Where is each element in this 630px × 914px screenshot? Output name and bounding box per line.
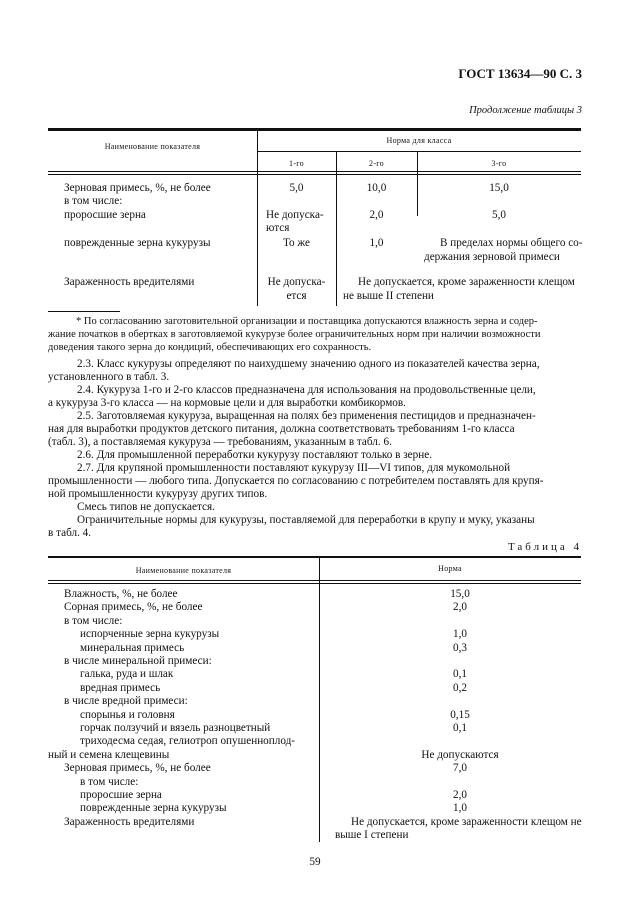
footnote-rule bbox=[48, 311, 120, 312]
table-cell: 10,0 bbox=[366, 182, 387, 194]
table-top-rule bbox=[48, 556, 581, 558]
header-divider bbox=[257, 151, 581, 152]
table-cell-norm: 0,3 bbox=[453, 641, 467, 654]
table-row-label: проросшие зерна bbox=[80, 789, 162, 801]
header-rule bbox=[48, 580, 581, 581]
paragraph-line: а кукуруза 3-го класса — на кормовые цели и для выработки комбикормов. bbox=[48, 397, 406, 409]
paragraph-line: в табл. 4. bbox=[48, 527, 92, 539]
table-cell: Не допуска- bbox=[267, 276, 326, 288]
table-row-label: в числе минеральной примеси: bbox=[64, 655, 212, 667]
table-row-label: триходесма седая, гелиотроп опушенноплод- bbox=[80, 735, 296, 748]
table-row-label: в том числе: bbox=[64, 195, 123, 207]
table-cell: 5,0 bbox=[289, 182, 304, 194]
table-row-label: горчак ползучий и вязель разноцветный bbox=[80, 722, 271, 734]
paragraph-line: Смесь типов не допускается. bbox=[77, 501, 215, 513]
column-header-norm: Норма bbox=[438, 564, 462, 573]
header-rule bbox=[48, 174, 581, 175]
table-cell-norm: 2,0 bbox=[453, 789, 467, 801]
column-header-name: Наименование показателя bbox=[104, 142, 201, 151]
table-cell-norm: 7,0 bbox=[453, 762, 467, 775]
paragraph-line: (табл. 3), а поставляемая кукуруза — требованиям, указанным в табл. 6. bbox=[48, 436, 392, 448]
table-cell: 1,0 bbox=[369, 237, 384, 249]
table-cell-norm: 1,0 bbox=[453, 802, 467, 815]
table-row-label: испорченные зерна кукурузы bbox=[80, 628, 220, 641]
table-row-label: Зерновая примесь, %, не более bbox=[64, 762, 211, 775]
table-cell-norm: Не допускаются bbox=[421, 748, 499, 761]
paragraph-line: ная для выработки продуктов детского питания, должна соответствовать требованиям 1-го класса bbox=[48, 423, 515, 435]
table-4-caption: Таблица 4 bbox=[507, 541, 582, 553]
table-cell: В пределах нормы общего со- bbox=[440, 237, 583, 249]
paragraph-line: 2.4. Кукуруза 1-го и 2-го классов предназначена для использования на продовольственные цели, bbox=[77, 384, 536, 396]
table-row-label: вредная примесь bbox=[80, 681, 161, 694]
paragraph-line: установленного в табл. 3. bbox=[48, 371, 170, 383]
table-cell-norm: 1,0 bbox=[453, 628, 467, 641]
table-row-label: Зерновая примесь, %, не более bbox=[64, 182, 211, 194]
paragraph-line: Ограничительные нормы для кукурузы, поставляемой для переработки в крупу и муку, указаны bbox=[77, 514, 535, 526]
paragraph-line: промышленности — любого типа. Допускается по согласованию с потребителем поставлять для крупя- bbox=[48, 475, 544, 487]
table-cell-norm: 15,0 bbox=[450, 588, 470, 600]
table-row-label: в том числе: bbox=[64, 614, 123, 627]
table-continuation-label: Продолжение таблицы 3 bbox=[469, 105, 582, 116]
table-cell-norm: Не допускается, кроме зараженности клещом не bbox=[351, 815, 582, 828]
footnote-line: * По согласованию заготовительной организации и поставщика допускаются влажность зерна и содер- bbox=[76, 316, 538, 327]
paragraph-line: ной промышленности кукурузу других типов. bbox=[48, 488, 268, 500]
header-rule bbox=[48, 171, 581, 172]
paragraph-line: 2.7. Для крупяной промышленности поставляют кукурузу III—VI типов, для мукомольной bbox=[77, 462, 511, 474]
table-cell: ются bbox=[266, 222, 290, 234]
table-cell: 5,0 bbox=[492, 209, 506, 221]
document-reference: ГОСТ 13634—90 С. 3 bbox=[458, 66, 582, 81]
paragraph-line: 2.6. Для промышленной переработки кукурузу поставляют только в зерне. bbox=[77, 449, 432, 461]
footnote-line: доведения такого зерна до кондиций, обеспечивающих его сохранность. bbox=[48, 342, 372, 353]
table-cell: держания зерновой примеси bbox=[424, 251, 560, 263]
table-row-label: Зараженность вредителями bbox=[64, 815, 195, 828]
page-number: 59 bbox=[309, 856, 321, 868]
table-cell: Не допускается, кроме зараженности клещом bbox=[358, 276, 575, 288]
table-row-label: ный и семена клещевины bbox=[48, 748, 170, 761]
table-row-label: Влажность, %, не более bbox=[64, 588, 178, 600]
table-row-label: Зараженность вредителями bbox=[64, 276, 195, 288]
footnote-line: жание початков в обертках в заготовляемой кукурузе более ограничительных норм при наличии возможности bbox=[48, 329, 541, 340]
table-cell: Не допуска- bbox=[266, 209, 324, 221]
column-header-class-3: 3-го bbox=[491, 159, 507, 168]
table-row-label: спорынья и головня bbox=[80, 708, 175, 721]
column-divider bbox=[319, 558, 320, 842]
table-row-label: минеральная примесь bbox=[80, 641, 185, 654]
table-cell: То же bbox=[283, 237, 310, 249]
table-cell: 15,0 bbox=[489, 182, 509, 194]
table-cell-norm: 0,1 bbox=[453, 722, 467, 734]
table-row-label: в числе вредной примеси: bbox=[64, 695, 188, 708]
column-header-class-2: 2-го bbox=[369, 159, 384, 168]
column-header-norm-group: Норма для класса bbox=[386, 136, 452, 145]
table-cell-norm: 0,15 bbox=[450, 708, 470, 721]
table-row-label: проросшие зерна bbox=[64, 209, 146, 221]
table-top-rule bbox=[48, 128, 581, 131]
table-cell-norm: 0,2 bbox=[453, 681, 467, 694]
table-cell-norm: 0,1 bbox=[453, 668, 467, 681]
table-cell-norm: 2,0 bbox=[453, 601, 467, 614]
paragraph-line: 2.5. Заготовляемая кукуруза, выращенная на полях без применения пестицидов и предназначен- bbox=[77, 410, 536, 422]
table-row-label: поврежденные зерна кукурузы bbox=[64, 237, 211, 249]
column-header-class-1: 1-го bbox=[289, 159, 304, 168]
column-header-name: Наименование показателя bbox=[135, 566, 232, 575]
table-cell: ется bbox=[286, 290, 307, 302]
table-cell-norm: выше I степени bbox=[335, 829, 409, 842]
table-row-label: Сорная примесь, %, не более bbox=[64, 601, 203, 614]
table-row-label: в том числе: bbox=[80, 775, 139, 788]
header-rule bbox=[48, 583, 581, 584]
table-cell: 2,0 bbox=[369, 209, 384, 221]
table-row-label: поврежденные зерна кукурузы bbox=[80, 802, 227, 815]
table-cell: не выше II степени bbox=[343, 290, 434, 302]
table-row-label: галька, руда и шлак bbox=[80, 668, 174, 681]
paragraph-line: 2.3. Класс кукурузы определяют по наихудшему значению одного из показателей качества зерна, bbox=[77, 358, 540, 370]
